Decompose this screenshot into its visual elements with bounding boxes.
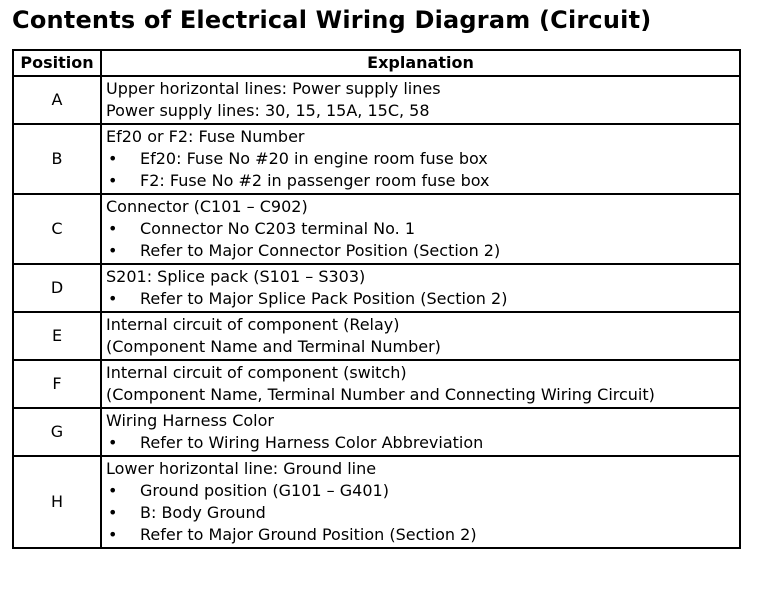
- bullet-icon: •: [108, 219, 118, 238]
- table-row: [14, 457, 739, 547]
- explanation-line: Wiring Harness Color: [106, 411, 274, 430]
- explanation-cell: [102, 313, 739, 359]
- explanation-cell: [102, 457, 739, 547]
- explanation-line: (Component Name and Terminal Number): [106, 337, 441, 356]
- explanation-cell: [102, 77, 739, 123]
- bullet-item: [106, 240, 737, 262]
- bullet-icon: •: [108, 481, 118, 500]
- table-row: [14, 77, 739, 123]
- explanation-cell: [102, 409, 739, 455]
- page-title: Contents of Electrical Wiring Diagram (Circuit): [12, 6, 652, 34]
- explanation-line: Lower horizontal line: Ground line: [106, 459, 377, 478]
- bullet-item: [106, 148, 737, 170]
- position-cell: C: [14, 195, 100, 263]
- bullet-icon: •: [108, 525, 118, 544]
- bullet-item: [106, 524, 737, 546]
- bullet-text: Refer to Wiring Harness Color Abbreviation: [140, 433, 484, 452]
- column-header-position: Position: [14, 51, 100, 75]
- explanation-line: Internal circuit of component (switch): [106, 363, 407, 382]
- bullet-text: F2: Fuse No #2 in passenger room fuse box: [140, 171, 490, 190]
- table-header-row: [14, 51, 739, 75]
- bullet-icon: •: [108, 289, 118, 308]
- bullet-item: [106, 502, 737, 524]
- bullet-text: Refer to Major Ground Position (Section 2): [140, 525, 477, 544]
- bullet-text: Refer to Major Connector Position (Section 2): [140, 241, 501, 260]
- bullet-text: Connector No C203 terminal No. 1: [140, 219, 415, 238]
- position-cell: F: [14, 361, 100, 407]
- bullet-icon: •: [108, 149, 118, 168]
- explanation-cell: [102, 125, 739, 193]
- position-cell: A: [14, 77, 100, 123]
- explanation-line: (Component Name, Terminal Number and Connecting Wiring Circuit): [106, 385, 655, 404]
- bullet-icon: •: [108, 171, 118, 190]
- table-row: [14, 125, 739, 193]
- explanation-line: Internal circuit of component (Relay): [106, 315, 400, 334]
- bullet-item: [106, 432, 737, 454]
- table-row: [14, 313, 739, 359]
- position-cell: H: [14, 457, 100, 547]
- explanation-cell: [102, 361, 739, 407]
- explanation-line: Power supply lines: 30, 15, 15A, 15C, 58: [106, 101, 430, 120]
- table-row: [14, 195, 739, 263]
- bullet-item: [106, 218, 737, 240]
- bullet-icon: •: [108, 433, 118, 452]
- explanation-line: Connector (C101 – C902): [106, 197, 308, 216]
- bullet-item: [106, 480, 737, 502]
- position-cell: G: [14, 409, 100, 455]
- bullet-text: B: Body Ground: [140, 503, 266, 522]
- table-row: [14, 361, 739, 407]
- position-cell: D: [14, 265, 100, 311]
- table-body: [14, 77, 739, 547]
- bullet-text: Refer to Major Splice Pack Position (Section 2): [140, 289, 508, 308]
- bullet-item: [106, 170, 737, 192]
- position-cell: B: [14, 125, 100, 193]
- explanation-cell: [102, 195, 739, 263]
- explanation-cell: [102, 265, 739, 311]
- explanation-line: S201: Splice pack (S101 – S303): [106, 267, 366, 286]
- explanation-line: Upper horizontal lines: Power supply lines: [106, 79, 441, 98]
- position-cell: E: [14, 313, 100, 359]
- table-row: [14, 409, 739, 455]
- bullet-item: [106, 288, 737, 310]
- explanation-line: Ef20 or F2: Fuse Number: [106, 127, 305, 146]
- bullet-icon: •: [108, 241, 118, 260]
- column-header-explanation: Explanation: [102, 51, 739, 75]
- bullet-text: Ground position (G101 – G401): [140, 481, 389, 500]
- bullet-icon: •: [108, 503, 118, 522]
- table-row: [14, 265, 739, 311]
- wiring-diagram-contents-table: [12, 49, 741, 549]
- bullet-text: Ef20: Fuse No #20 in engine room fuse box: [140, 149, 488, 168]
